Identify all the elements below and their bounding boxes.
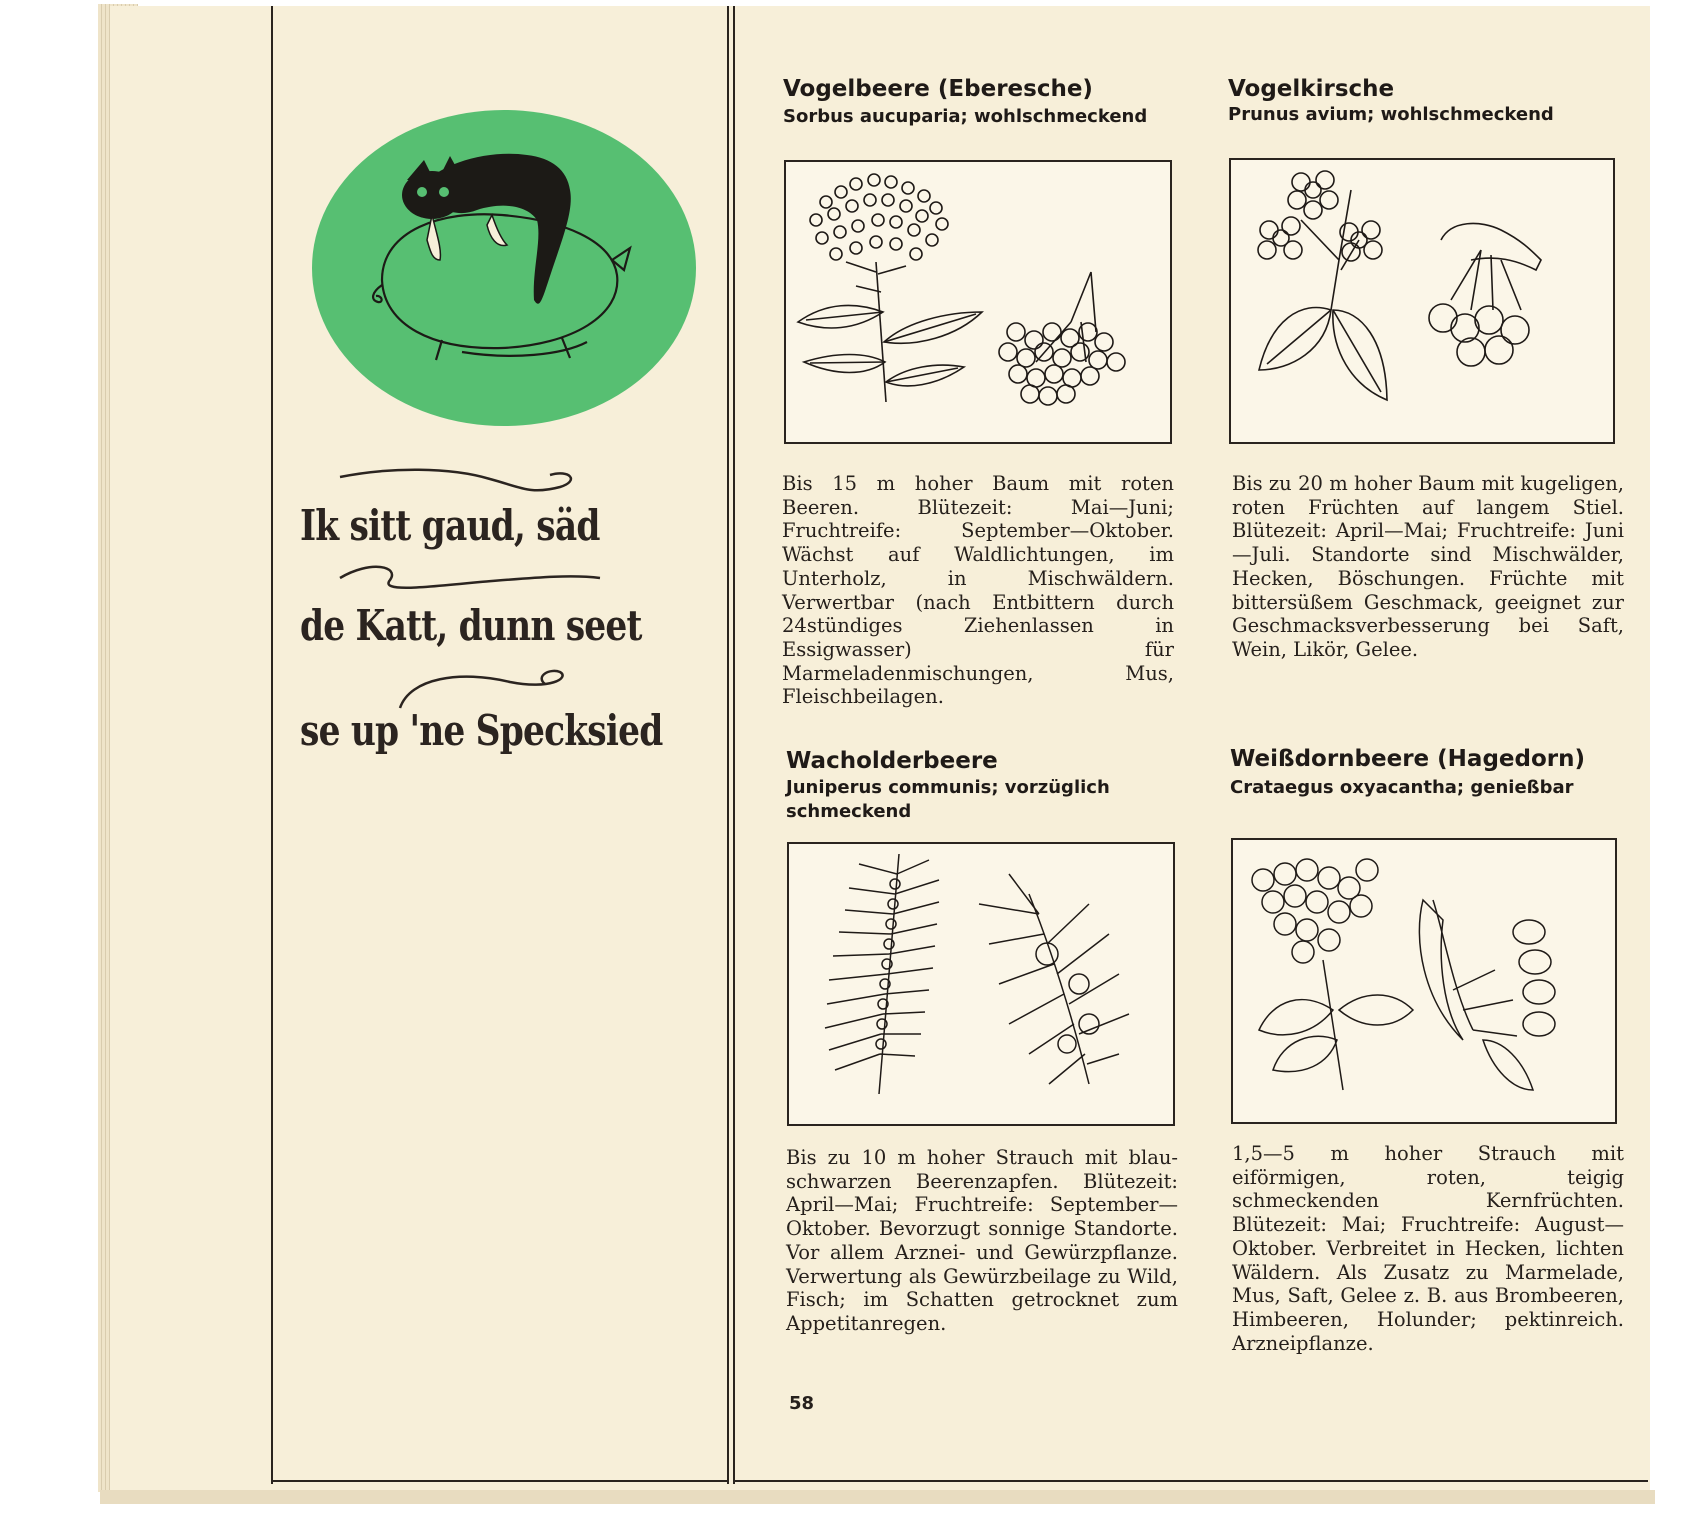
verse-line-2: de Katt, dunn seet	[300, 601, 642, 650]
entry-title-vogelbeere: Vogelbeere (Eberesche)	[783, 76, 1093, 102]
entry-description-weissdornbeere: 1,5—5 m hoher Strauch mit eiförmigen, roten, teigig schmeckenden Kernfrüchten. Blütezeit: Mai; Fruchtreife: August—Oktober. Verbreitet in Hecken, lichten Wäldern. Als Zusatz zu Marmelade, Mus, Saft, Gelee z. B. aus Brombeeren, Himbeeren, Holunder; pektinreich. Arzneipflanze.	[1232, 1142, 1624, 1355]
verse-line-1: Ik sitt gaud, säd	[300, 501, 600, 550]
cat-on-pig-emblem	[312, 110, 696, 426]
gutter-rule-right	[733, 6, 735, 1484]
bottom-rule-left	[271, 1480, 729, 1482]
entry-subtitle-wacholderbeere: Juniperus communis; vorzüglich schmeckend	[786, 777, 1110, 822]
hawthorn-branch-icon	[1233, 840, 1615, 1122]
entry-title-wacholderbeere: Wacholderbeere	[786, 748, 998, 774]
gutter-rule-left	[727, 6, 729, 1484]
rowan-branch-icon	[786, 162, 1170, 442]
verse-line-3: se up 'ne Specksied	[300, 706, 663, 755]
illustration-frame-vogelbeere	[784, 160, 1172, 444]
illustration-frame-wacholderbeere	[787, 842, 1175, 1126]
entry-title-weissdornbeere: Weißdornbeere (Hagedorn)	[1230, 746, 1586, 772]
entry-subtitle-vogelbeere: Sorbus aucuparia; wohlschmeckend	[783, 106, 1148, 127]
cat-on-pig-icon	[312, 110, 696, 426]
entry-description-vogelkirsche: Bis zu 20 m hoher Baum mit kugeligen, roten Früchten auf langem Stiel. Blütezeit: April—Mai; Fruchtreife: Juni—Juli. Standorte sind Mischwälder, Hecken, Böschungen. Früchte mit bittersüßem Geschmack, geeignet zur Geschmacksverbesserung bei Saft, Wein, Likör, Gelee.	[1232, 472, 1624, 661]
illustration-frame-vogelkirsche	[1229, 158, 1615, 444]
page-number: 58	[789, 1393, 815, 1414]
illustration-frame-weissdornbeere	[1231, 838, 1617, 1124]
entry-subtitle-weissdornbeere: Crataegus oxyacantha; genießbar	[1230, 777, 1574, 798]
juniper-branch-icon	[789, 844, 1173, 1124]
entry-description-vogelbeere: Bis 15 m hoher Baum mit roten Beeren. Blütezeit: Mai—Juni; Fruchtreife: September—Oktober. Wächst auf Waldlichtungen, im Unterholz, in Mischwäldern. Verwertbar (nach Entbittern durch 24stündiges Ziehenlassen in Essigwasser) für Marmeladenmischungen, Mus, Fleischbeilagen.	[782, 472, 1174, 709]
bottom-rule-right	[733, 1480, 1648, 1482]
wild-cherry-branch-icon	[1231, 160, 1613, 442]
left-column-rule	[271, 6, 273, 1484]
entry-title-vogelkirsche: Vogelkirsche	[1228, 76, 1395, 102]
verse-flourish-middle	[330, 558, 610, 598]
verse-flourish-top	[330, 465, 590, 505]
page-bottom-edge	[100, 1490, 1655, 1504]
entry-subtitle-vogelkirsche: Prunus avium; wohlschmeckend	[1228, 104, 1554, 125]
entry-description-wacholderbeere: Bis zu 10 m hoher Strauch mit blau-schwarzen Beerenzapfen. Blütezeit: April—Mai; Fruchtreife: September—Oktober. Bevorzugt sonnige Standorte. Vor allem Arznei- und Gewürzpflanze. Verwertung als Gewürzbeilage zu Wild, Fisch; im Schatten getrocknet zum Appetitanregen.	[786, 1146, 1178, 1335]
